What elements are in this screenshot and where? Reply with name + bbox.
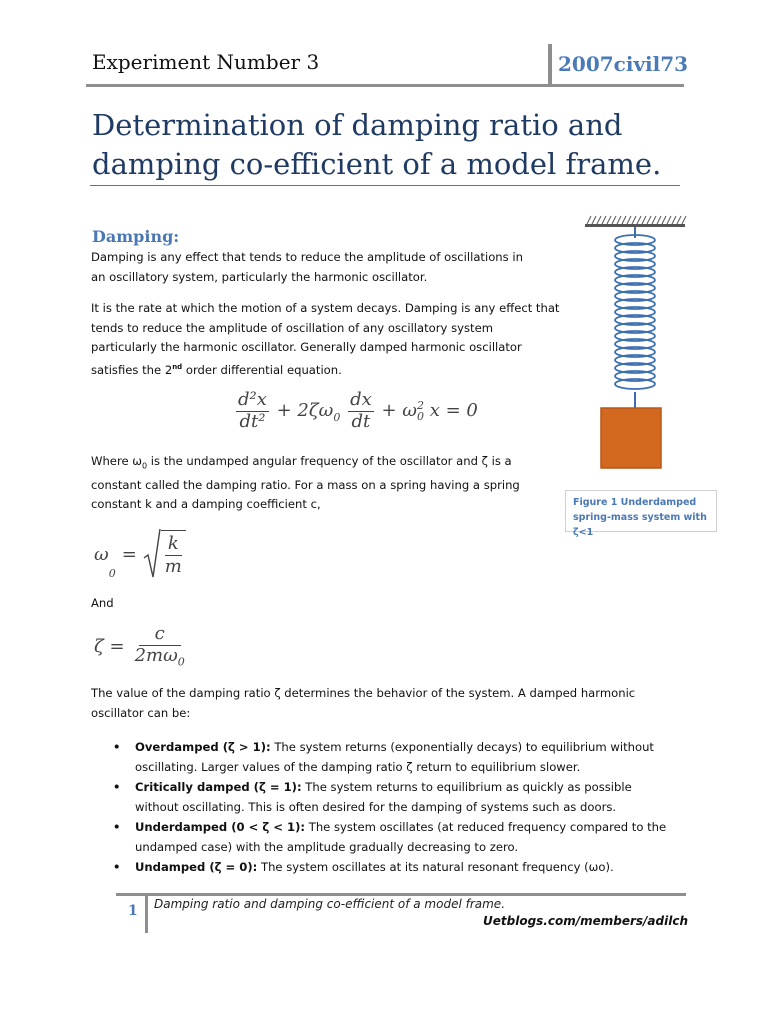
paragraph-damping-definition: Damping is any effect that tends to reduce the amplitude of oscillations in an oscillatory system, particularly the harmonic oscillator. [91,250,523,284]
paragraph-text: It is the rate at which the motion of a system decays. Damping is any effect that tends to reduce the amplitude of oscillation of any oscillatory system particularly the harmonic oscillator. Generally damped harmonic oscillator satisfies the 2 [91,301,560,377]
footer-url: Uetblogs.com/members/adilch [483,914,688,928]
denominator-text: 2mω [134,644,178,666]
mass-block [601,408,661,468]
hatch-line [612,216,616,224]
subscript: 0 [416,410,424,424]
hatch-line [637,216,641,224]
sub-sup [417,400,424,422]
numerator: d²x [238,389,267,410]
list-item-text: The system returns to equilibrium as quickly as possible without oscillating. This is often desired for the damping of systems such as doors. [135,780,632,814]
list-item-term: Undamped (ζ = 0): [135,860,258,874]
paragraph-damping-rate [91,299,561,380]
hatch-line [627,216,631,224]
omega-symbol: ω [94,543,109,565]
list-item-text: The system oscillates (at reduced frequency compared to the undamped case) with the amplitude gradually decreasing to zero. [135,820,667,854]
term-damping: + 2ζω [276,400,334,422]
hatch-line [657,216,661,224]
denominator [133,646,187,669]
list-item [113,777,673,817]
paragraph-damping-ratio: The value of the damping ratio ζ determines the behavior of the system. A damped harmonic oscillator can be: [91,686,636,720]
numerator: c [139,624,181,646]
hatch-line [622,216,626,224]
hatch-line [667,216,671,224]
footer-rule [116,893,686,896]
hatch-line [642,216,646,224]
list-item-text: The system oscillates at its natural resonant frequency (ωo). [257,860,614,874]
superscript: 2 [416,399,424,413]
denominator: dt² [239,410,266,432]
spring-coils [615,235,655,389]
page-number: 1 [128,903,138,919]
figure-caption: Figure 1 Underdamped spring-mass system with ζ<1 [565,490,717,532]
subscript: 0 [108,567,116,580]
damping-cases-list [113,737,673,877]
hatch-line [647,216,651,224]
hatch-line [587,216,591,224]
hatch-line [602,216,606,224]
sqrt-content [161,530,186,577]
subscript: 0 [141,461,148,471]
zeta-equation [94,624,189,669]
denominator: m [164,556,182,577]
sqrt-icon [143,528,161,580]
list-item [113,737,673,777]
fraction-c-2mw0 [133,624,187,669]
bullet: • [113,740,121,754]
hatch-line [607,216,611,224]
fraction-d2x-dt2 [236,390,269,432]
paragraph-text-end: order differential equation. [182,362,342,377]
term-tail: x = 0 [429,400,478,422]
paragraph-where [91,452,551,515]
hatch-line [672,216,676,224]
list-item [113,817,673,857]
list-item-term: Overdamped (ζ > 1): [135,740,271,754]
hatch-line [677,216,681,224]
header-rule [86,84,684,87]
list-item-text: The system returns (exponentially decays) to equilibrium without oscillating. Larger values of the damping ratio ζ return to equilibrium slower. [135,740,654,774]
and-label: And [91,596,114,610]
header-title: Experiment Number 3 [92,50,320,74]
header-divider [548,44,552,86]
superscript: nd [172,362,183,371]
hatch-line [652,216,656,224]
term-stiffness: + ω [381,400,417,422]
denominator: dt [351,410,371,432]
bullet: • [113,860,121,874]
equals-sign: = [121,543,137,565]
section-heading: Damping: [92,227,180,246]
footer-divider [145,895,148,933]
bullet: • [113,780,121,794]
hatch-line [617,216,621,224]
header-code: 2007civil73 [558,52,689,76]
footer-text: Damping ratio and damping co-efficient of a model frame. [154,897,506,911]
omega-equation [94,528,186,580]
subscript: 0 [333,410,341,424]
document-title: Determination of damping ratio and damping co-efficient of a model frame. [92,108,662,181]
paragraph-text: Where ω [91,454,142,468]
fraction-dx-dt [348,390,374,432]
list-item-term: Underdamped (0 < ζ < 1): [135,820,306,834]
hatch-line [592,216,596,224]
numerator: k [165,533,182,556]
hatch-line [662,216,666,224]
differential-equation [234,390,478,432]
subscript: 0 [177,655,185,669]
list-item-term: Critically damped (ζ = 1): [135,780,302,794]
paragraph-text-cont: is the undamped angular frequency of the oscillator and ζ is a constant called the damping ratio. For a mass on a spring having a spring constant k and a damping coefficient c, [91,454,520,512]
hatch-line [597,216,601,224]
list-item [113,857,673,877]
spring-mass-figure [580,210,690,500]
hatch-line [632,216,636,224]
numerator: dx [350,389,372,410]
title-rule [90,185,680,186]
zeta-lhs: ζ = [94,635,125,657]
hatch-line [682,216,686,224]
support-ceiling [585,216,686,227]
bullet: • [113,820,121,834]
